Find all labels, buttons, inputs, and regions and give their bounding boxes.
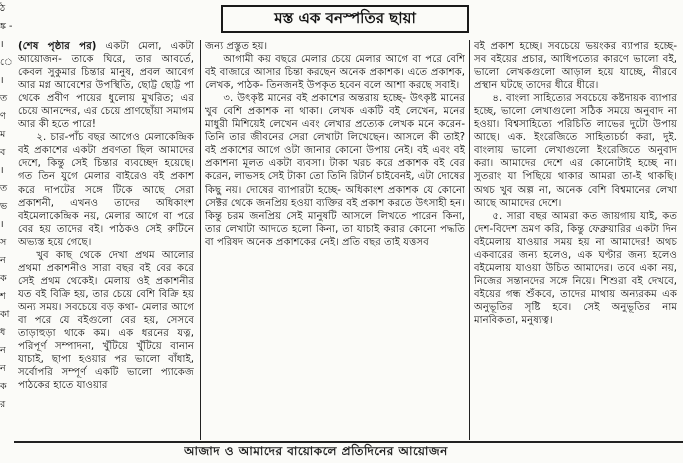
- paragraph-text: আগামী কয় বছরে মেলার চেয়ে মেলার আগে বা পরে বেশি বই বাজারে আসার চিন্তা করছেন অনেক প্রকাশক। এতে প্রকাশক, লেখক, পাঠক- তিনজনই উপকৃত হবেন বলে আশা করছে সবাই।: [205, 54, 465, 92]
- paragraph: [474, 40, 677, 92]
- edge-fragment: ।: [0, 75, 4, 86]
- next-article-headline-fragment: আজাদ ও আমাদের বায়োকলে প্রতিদিনের আয়োজন: [184, 444, 448, 458]
- paragraph-text: ৫. সারা বছর আমরা কত জায়গায় যাই, কত দেশ-বিদেশ ভ্রমণ করি, কিন্তু ফেব্রুয়ারির একটা দিন বইমেলায় যাওয়ার সময় হয় না আমাদের! অথচ একবারের জন্য হলেও, এক ঘণ্টার জন্য হলেও বইমেলায় যাওয়া উচিত আমাদের। তবে একা নয়, নিজের সন্তানদের সঙ্গে নিয়ে। শিশুরা বই দেখবে, বইয়ের গন্ধ শুঁকবে, তাদের মাথায় অন্যরকম এক অনুভূতির সৃষ্টি হবে। সেই অনুভূতির নাম মানবিকতা, মনুষ্যত্ব।: [474, 210, 677, 326]
- edge-fragment: ত: [0, 93, 8, 104]
- paragraph-text: খুব কাছ থেকে দেখা প্রথম আলোর প্রথমা প্রকাশনীও সারা বছর বই বের করে সেই প্রথম থেকেই। মেলায় ওই প্রকাশনীর যত বই বিক্রি হয়, তার চেয়ে বেশি বিক্রি হয় অন্য সময়। সবচেয়ে বড় কথা- মেলার আগে বা পরে যে বইগুলো বের হয়, সেসবে তাড়াহুড়া থাকে কম। এক ধরনের যত্ন, পরিপূর্ণ সম্পাদনা, খুঁটিয়ে খুঁটিয়ে বানান যাচাই, ছাপা হওয়ার পর ভালো বাঁধাই, সর্বোপরি সম্পূর্ণ একটি ভালো প্যাকেজ পাঠকের হাতে যাওয়ার: [18, 249, 194, 392]
- continuation-note: (শেষ পৃষ্ঠার পর): [18, 41, 97, 52]
- edge-fragment: ব: [0, 147, 6, 158]
- edge-fragment: ।: [0, 39, 4, 50]
- edge-fragment: ক: [0, 381, 7, 392]
- paragraph-text: ৪. বাংলা সাহিত্যের সবচেয়ে কষ্টদায়ক ব্যাপার হচ্ছে, ভালো লেখাগুলো সঠিক সময়ে অনুবাদ না হওয়া। বিশ্বসাহিত্যে পরিচিতি লাভের দুটো উপায় আছে। এক. ইংরেজিতে সাহিত্যচর্চা করা, দুই. বাংলায় ভালো লেখাগুলো ইংরেজিতে অনুবাদ করা। আমাদের দেশে এর কোনোটাই হচ্ছে না। সুতরাং যা পিছিয়ে থাকার আমরা তা-ই থাকছি। অথচ খুব অল্প না, অনেক বেশি বিশ্বমানের লেখা আছে আমাদের দেশে।: [474, 93, 677, 209]
- left-edge-fragments: [0, 0, 14, 456]
- edge-fragment: ধ: [0, 327, 6, 338]
- column-divider-1: [200, 40, 201, 440]
- edge-fragment: ।: [0, 219, 4, 230]
- edge-fragment: স: [0, 237, 7, 248]
- edge-fragment: ত: [0, 183, 8, 194]
- paragraph: [18, 40, 194, 131]
- paragraph-text: ৩. উৎকৃষ্ট মানের বই প্রকাশের অন্তরায় হচ্ছে- উৎকৃষ্ট মানের খুব বেশি প্রকাশক না থাকা। লেখক একটি বই লেখেন, মনের মাধুরী মিশিয়েই লেখেন এবং লেখার প্রত্যেক লেখক মনে করেন- তিনি তার জীবনের সেরা লেখাটা লিখেছেন। আসলে কী তাই? বই প্রকাশের আগে ওটা জানার কোনো উপায় নেই। বই এবং বই প্রকাশনা মূলত একটা ব্যবসা। টাকা খরচ করে প্রকাশক বই বের করেন, লাভসহ সেই টাকা তো তিনি রিটার্ন চাইবেনই, এটা দোষের কিছু নয়। দোষের ব্যাপারটা হচ্ছে- অধিকাংশ প্রকাশক যে কোনো সেক্টর থেকে জনপ্রিয় হওয়া ব্যক্তির বই প্রকাশ করতে উৎসাহী হন। কিন্তু চরম জনপ্রিয় সেই মানুষটি আসলে লিখতে পারেন কিনা, তার লেখাটা আদতে হলো কিনা, তা যাচাই করার কোনো পদ্ধতি বা পরিষদ অনেক প্রকাশকের নেই। প্রতি বছর তাই যত্তসব: [205, 93, 465, 248]
- edge-fragment: ণ: [0, 111, 6, 122]
- paragraph: [474, 92, 677, 209]
- edge-fragment: ন: [0, 363, 6, 374]
- paragraph: [205, 40, 465, 53]
- edge-fragment: র: [0, 399, 6, 410]
- paragraph-text: ২. চার-পাঁচ বছর আগেও মেলাকেন্দ্রিক বই প্রকাশের একটা প্রবণতা ছিল আমাদের দেশে, কিন্তু সেই চিন্তার ব্যবচ্ছেদ হয়েছে। গত তিন যুগে মেলার বাইরেও বই প্রকাশ করে দাপটের সঙ্গে টিকে আছে সেরা প্রকাশনী, এখনও তাদের অধিকাংশ বইমেলাকেন্দ্রিক নয়, মেলার আগে বা পরে বের হয় তাদের বই। পাঠকও সেই রুটিনে অভ্যস্ত হয়ে গেছে।: [18, 132, 194, 248]
- edge-fragment: ন: [0, 255, 6, 266]
- edge-fragment: ে: [0, 57, 13, 68]
- paragraph-text: একটা মেলা, একটা আয়োজন- তাকে ঘিরে, তার আবর্তে, কেবল সুকুমার চিন্তার মানুষ, প্রবল আবেগ আর মগ্ন আবেশের উপস্থিতি, ছোট্ট ছোট্ট পা থেকে প্রবীণ পায়ের ধুলোয় মুখরিত; এর চেয়ে আনন্দের, এর চেয়ে প্রাণছোঁয়া সমাগম আর কী হতে পারে!: [18, 41, 194, 131]
- paragraph: [18, 249, 194, 393]
- column-1: [18, 40, 194, 440]
- edge-fragment: ঠ: [0, 3, 6, 14]
- edge-fragment: ন: [0, 345, 6, 356]
- edge-fragment: ।: [0, 165, 4, 176]
- column-3: [474, 40, 677, 440]
- paragraph: [205, 92, 465, 249]
- paragraph: [474, 210, 677, 327]
- edge-fragment: ক: [0, 273, 7, 284]
- edge-fragment: শ: [0, 291, 6, 302]
- paragraph-text: বই প্রকাশ হচ্ছে। সবচেয়ে ভয়ংকর ব্যাপার হচ্ছে- সব বইয়ের প্রচার, আধিপত্যের কারণে ভালো বই, ভালো লেখকগুলো আড়াল হয়ে যাচ্ছে, নীরবে প্রস্থান ঘটছে তাদের ধীরে ধীরে।: [474, 41, 677, 92]
- paragraph-text: জন্য প্রস্তুত হয়।: [205, 41, 268, 52]
- edge-fragment: কা: [0, 309, 10, 320]
- edge-fragment: ভ: [0, 201, 8, 212]
- paragraph: [205, 53, 465, 92]
- column-divider-2: [469, 40, 470, 440]
- article-title: মস্ত এক বনস্পতির ছায়া: [221, 5, 469, 33]
- paragraph: [18, 131, 194, 248]
- edge-fragment: ম: [0, 129, 6, 140]
- edge-fragment: ঙ্ক -: [0, 21, 13, 32]
- column-2: [205, 40, 465, 440]
